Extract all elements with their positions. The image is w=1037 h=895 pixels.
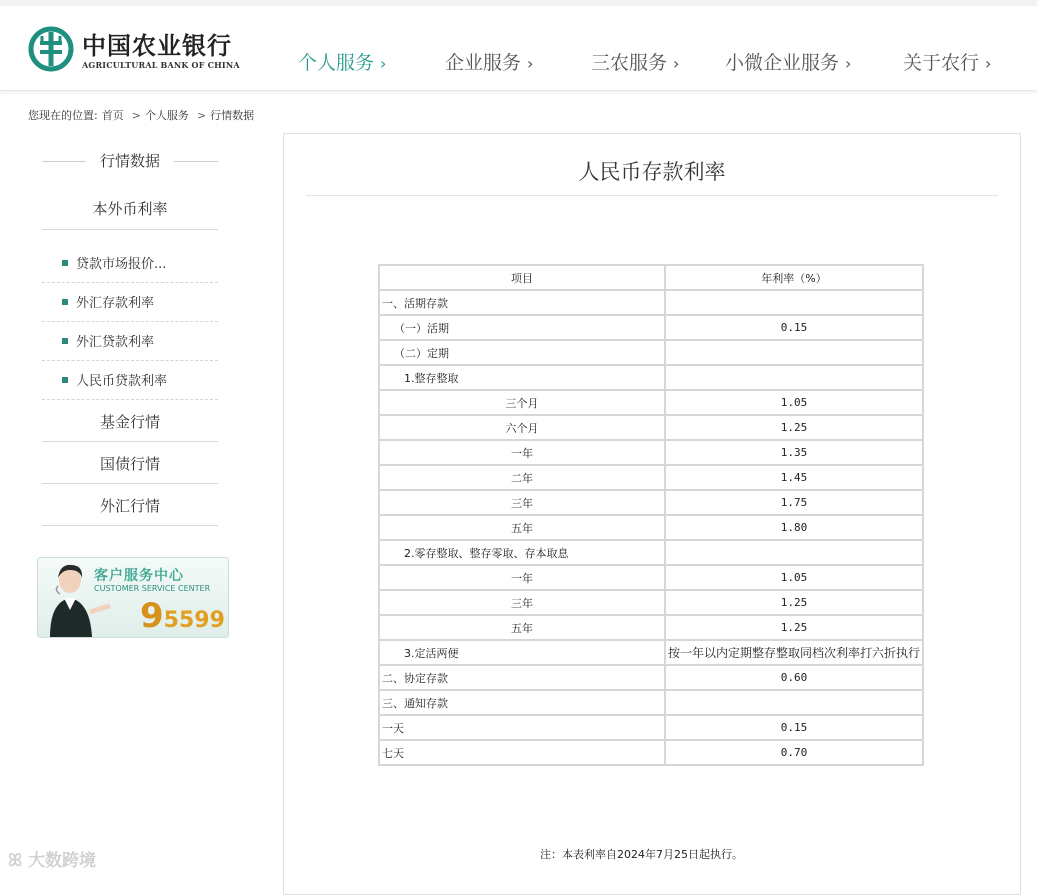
table-row — [379, 665, 923, 690]
table-row — [379, 515, 923, 540]
table-row — [379, 615, 923, 640]
nav-label: 关于农行 — [903, 52, 980, 74]
rate-cell — [665, 290, 923, 315]
square-bullet-icon — [62, 260, 68, 266]
service-center-subtitle: CUSTOMER SERVICE CENTER — [94, 584, 211, 593]
rate-cell: 1.75 — [665, 490, 923, 515]
item-cell: （二）定期 — [379, 340, 665, 365]
item-cell: 三、通知存款 — [379, 690, 665, 715]
rate-cell: 1.05 — [665, 565, 923, 590]
site-header — [0, 6, 1037, 91]
sidebar-item-label: 本外币利率 — [92, 200, 168, 218]
abc-logo[interactable] — [28, 26, 258, 76]
sidebar-item-label: 国债行情 — [99, 455, 160, 473]
sidebar-item-fund-quotes[interactable] — [42, 411, 218, 442]
rate-cell — [665, 690, 923, 715]
rate-cell: 1.45 — [665, 465, 923, 490]
item-cell: 一、活期存款 — [379, 290, 665, 315]
divider — [306, 195, 998, 196]
square-bullet-icon — [62, 299, 68, 305]
chevron-right-icon: › — [845, 54, 852, 73]
abc-emblem-icon — [28, 26, 74, 72]
breadcrumb-separator: > — [196, 109, 207, 122]
item-cell: 五年 — [379, 615, 665, 640]
table-row — [379, 715, 923, 740]
item-cell: 七天 — [379, 740, 665, 765]
table-header-row — [379, 265, 923, 290]
table-footnote: 注：本表利率自2024年7月25日起执行。 — [540, 848, 743, 861]
customer-service-banner[interactable] — [37, 557, 229, 638]
nav-label: 个人服务 — [298, 52, 375, 74]
table-row — [379, 540, 923, 565]
table-row — [379, 415, 923, 440]
square-bullet-icon — [62, 338, 68, 344]
sidebar-subitem-lpr[interactable] — [42, 253, 218, 283]
divider — [174, 161, 218, 162]
nav-label: 三农服务 — [591, 52, 668, 74]
table-row — [379, 640, 923, 665]
chevron-right-icon: › — [985, 54, 992, 73]
sidebar-subitem-label: 人民币贷款利率 — [76, 374, 168, 389]
brand-name-en: AGRICULTURAL BANK OF CHINA — [82, 60, 240, 70]
hotline-number — [140, 596, 225, 636]
breadcrumb — [28, 107, 258, 123]
sidebar-title: 行情数据 — [99, 152, 160, 170]
hotline-rest: 5599 — [163, 608, 225, 633]
item-cell: 1.整存整取 — [379, 365, 665, 390]
sidebar-heading — [42, 150, 218, 174]
table-row — [379, 290, 923, 315]
rate-cell — [665, 540, 923, 565]
rate-cell: 0.60 — [665, 665, 923, 690]
brand-name-cn: 中国农业银行 — [82, 31, 232, 60]
sidebar-item-fx-quotes[interactable] — [42, 495, 218, 526]
table-row — [379, 340, 923, 365]
column-header-item: 项目 — [379, 265, 665, 290]
table-row — [379, 440, 923, 465]
table-row — [379, 315, 923, 340]
watermark-logo-icon: ꕤ — [8, 851, 29, 871]
table-row — [379, 590, 923, 615]
rate-cell: 0.15 — [665, 715, 923, 740]
rate-cell: 1.80 — [665, 515, 923, 540]
item-cell: 五年 — [379, 515, 665, 540]
page-title: 人民币存款利率 — [578, 160, 726, 184]
sidebar-item-treasury-quotes[interactable] — [42, 453, 218, 484]
rate-cell: 按一年以内定期整存整取同档次利率打六折执行 — [665, 640, 923, 665]
nav-small-business-services[interactable] — [725, 48, 851, 75]
nav-corporate-services[interactable] — [445, 48, 533, 75]
square-bullet-icon — [62, 377, 68, 383]
item-cell: 三年 — [379, 490, 665, 515]
nav-agricultural-services[interactable] — [591, 48, 679, 75]
table-row — [379, 465, 923, 490]
sidebar-subitem-label: 外汇贷款利率 — [76, 335, 155, 350]
item-cell: 二年 — [379, 465, 665, 490]
rate-cell: 1.25 — [665, 615, 923, 640]
item-cell: 一天 — [379, 715, 665, 740]
breadcrumb-home[interactable]: 首页 — [101, 109, 124, 122]
sidebar-subitem-fx-deposit-rates[interactable] — [42, 292, 218, 322]
hotline-leading-digit: 9 — [140, 596, 164, 636]
nav-personal-services[interactable] — [298, 48, 386, 75]
nav-about-abc[interactable] — [903, 48, 991, 75]
chevron-right-icon: › — [527, 54, 534, 73]
item-cell: 3.定活两便 — [379, 640, 665, 665]
table-row — [379, 565, 923, 590]
sidebar-item-label: 基金行情 — [99, 413, 160, 431]
table-row — [379, 365, 923, 390]
sidebar-subitem-fx-loan-rates[interactable] — [42, 331, 218, 361]
rate-cell: 1.05 — [665, 390, 923, 415]
sidebar-subitem-label: 贷款市场报价... — [76, 257, 167, 272]
item-cell: 三个月 — [379, 390, 665, 415]
sidebar-item-label: 外汇行情 — [99, 497, 160, 515]
item-cell: 一年 — [379, 440, 665, 465]
rate-cell — [665, 365, 923, 390]
item-cell: 2.零存整取、整存零取、存本取息 — [379, 540, 665, 565]
breadcrumb-prefix: 您现在的位置: — [28, 109, 98, 122]
chevron-right-icon: › — [673, 54, 680, 73]
watermark-text: 大数跨境 — [28, 851, 97, 871]
breadcrumb-personal-services[interactable]: 个人服务 — [144, 109, 189, 122]
item-cell: 二、协定存款 — [379, 665, 665, 690]
breadcrumb-separator: > — [131, 109, 141, 122]
breadcrumb-market-data[interactable]: 行情数据 — [210, 109, 255, 122]
rate-cell — [665, 340, 923, 365]
rate-cell: 0.15 — [665, 315, 923, 340]
item-cell: （一）活期 — [379, 315, 665, 340]
table-row — [379, 390, 923, 415]
item-cell: 三年 — [379, 590, 665, 615]
rate-cell: 0.70 — [665, 740, 923, 765]
nav-label: 企业服务 — [445, 52, 522, 74]
service-center-title: 客户服务中心 — [94, 568, 184, 584]
nav-label: 小微企业服务 — [725, 52, 840, 74]
chevron-right-icon: › — [380, 54, 387, 73]
rate-cell: 1.35 — [665, 440, 923, 465]
deposit-rate-table — [378, 264, 924, 766]
table-row — [379, 690, 923, 715]
column-header-rate: 年利率（%） — [665, 265, 923, 290]
rate-cell: 1.25 — [665, 590, 923, 615]
sidebar-item-fx-rates[interactable] — [42, 198, 218, 230]
item-cell: 六个月 — [379, 415, 665, 440]
table-row — [379, 740, 923, 765]
sidebar-subitem-rmb-loan-rates[interactable] — [42, 370, 218, 400]
watermark — [8, 846, 96, 871]
rate-cell: 1.25 — [665, 415, 923, 440]
sidebar-subitem-label: 外汇存款利率 — [76, 296, 155, 311]
table-row — [379, 490, 923, 515]
item-cell: 一年 — [379, 565, 665, 590]
